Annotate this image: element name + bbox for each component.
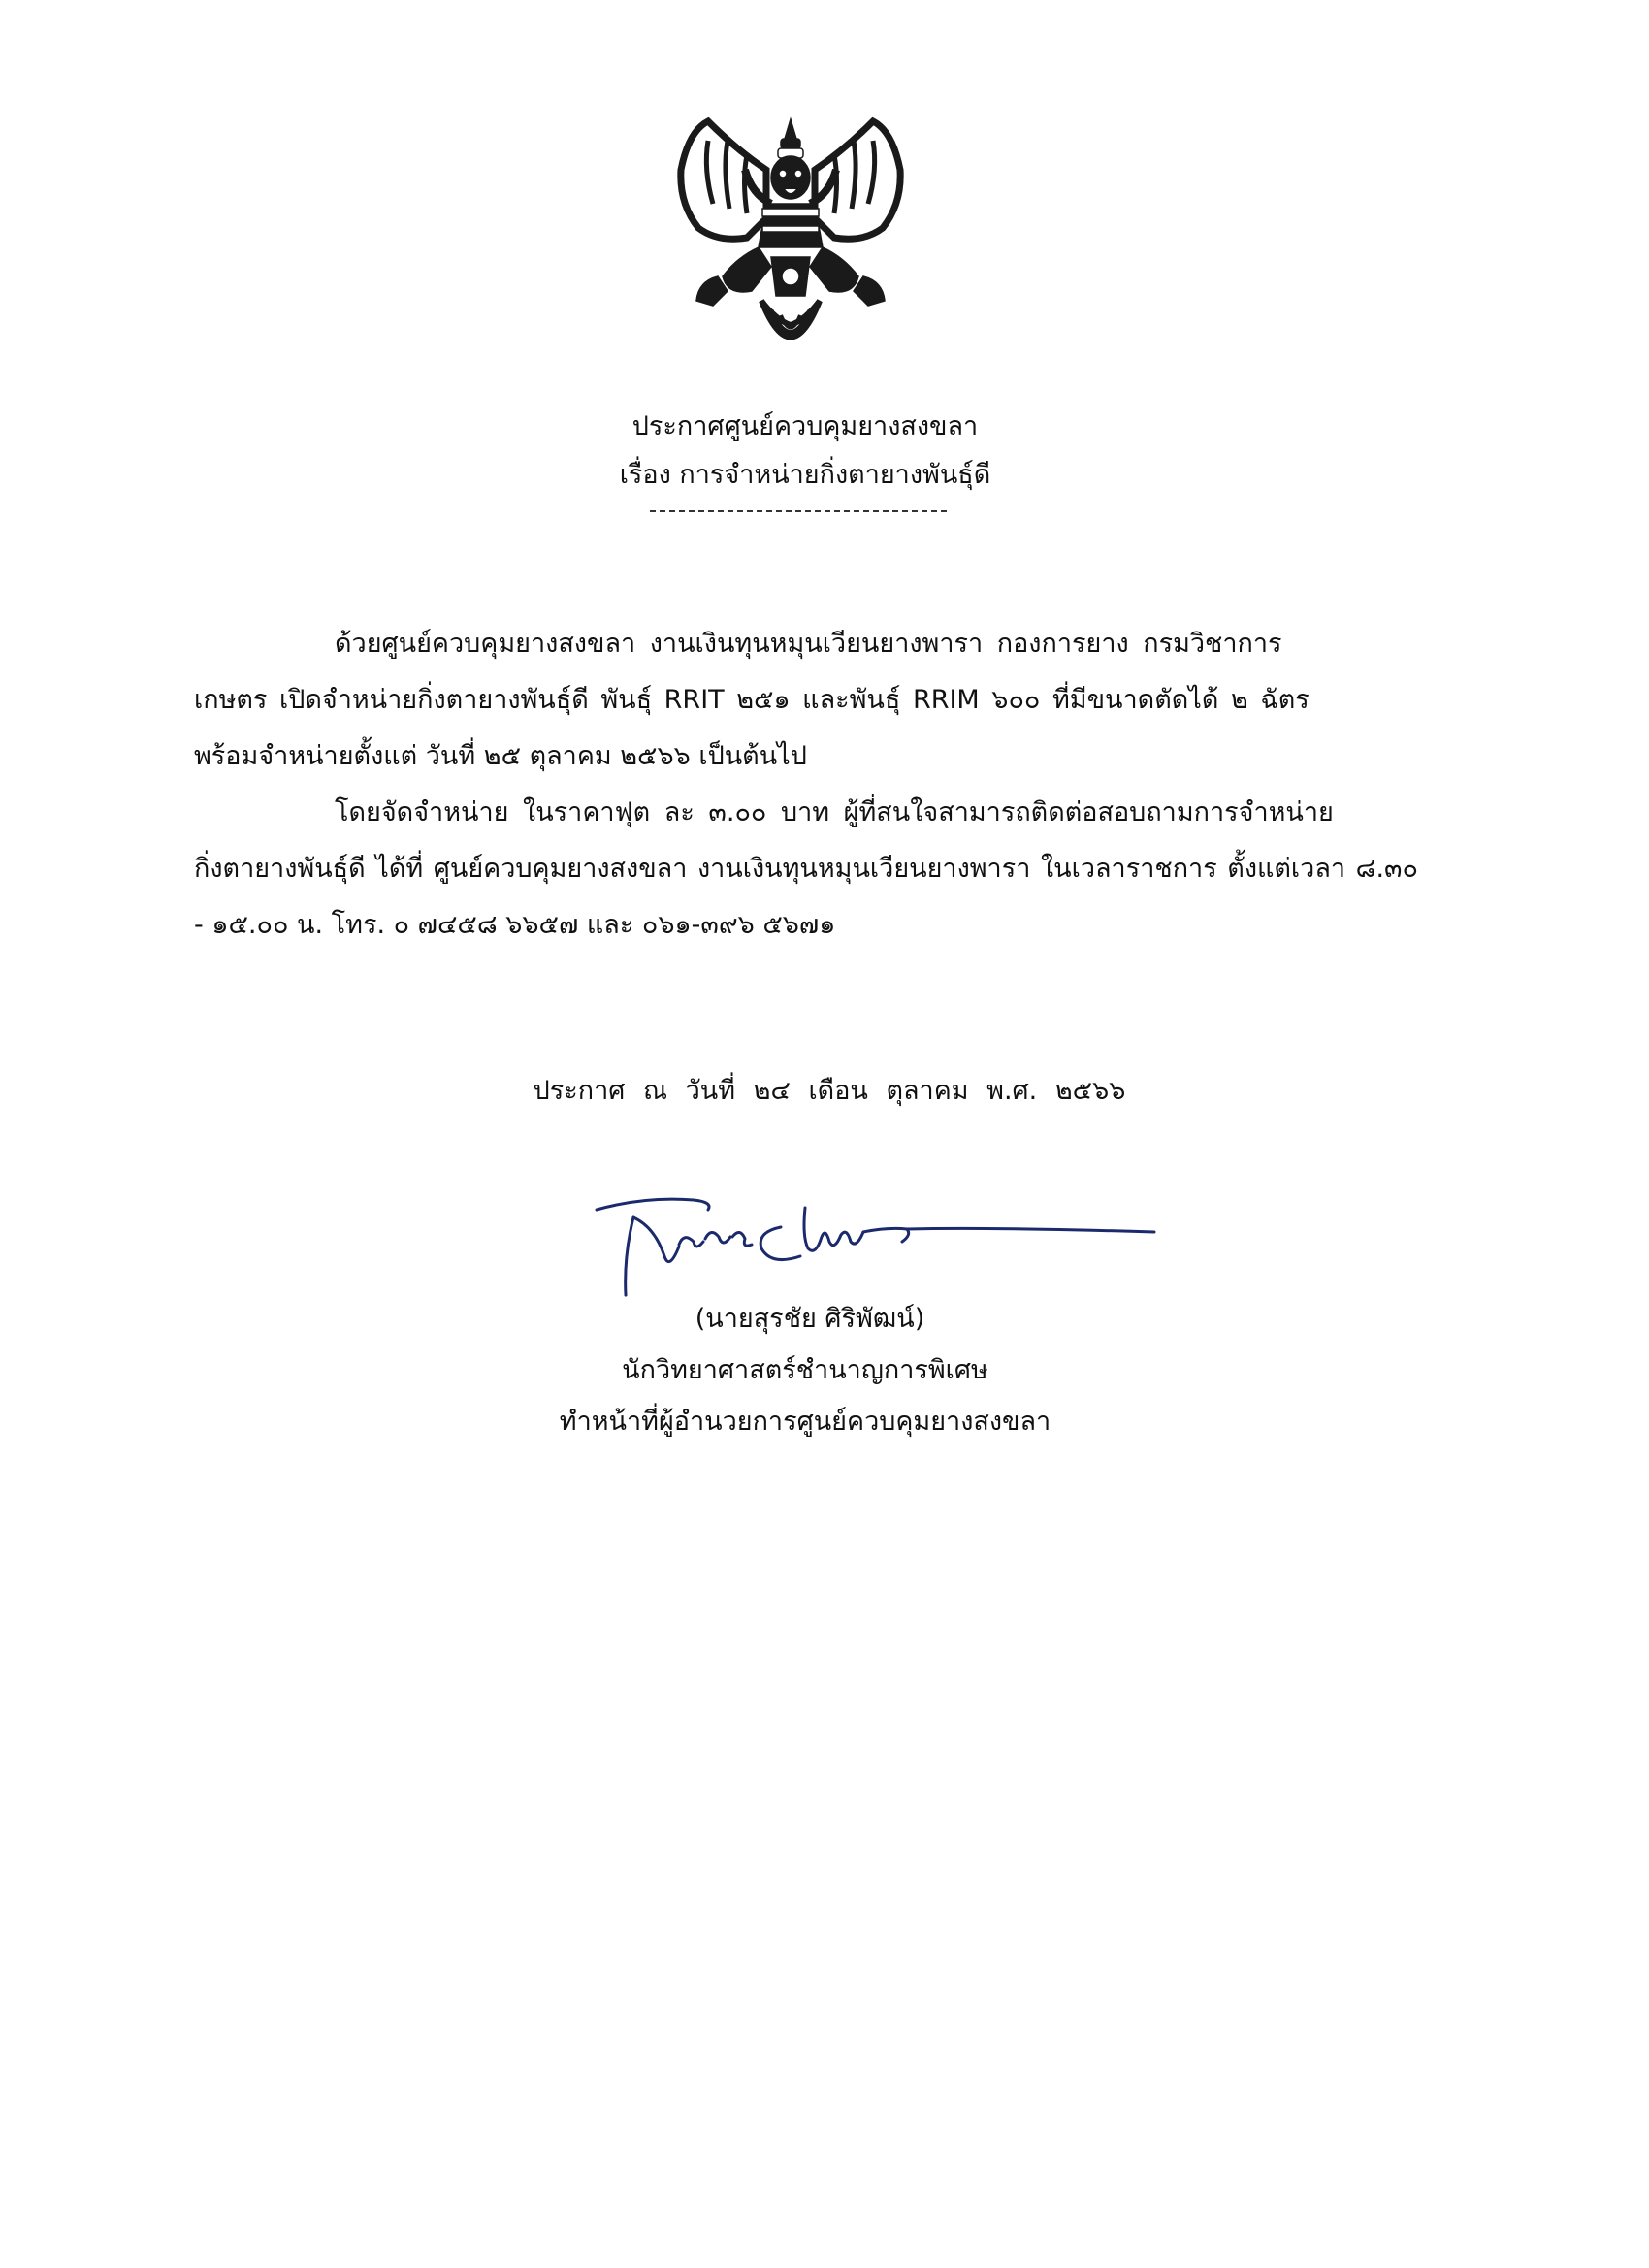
signatory-position: นักวิทยาศาสตร์ชำนาญการพิเศษ bbox=[622, 1355, 988, 1385]
header-divider bbox=[650, 510, 947, 512]
signatory-acting-position: ทำหน้าที่ผู้อำนวยการศูนย์ควบคุมยางสงขลา bbox=[559, 1407, 1051, 1437]
body-paragraph1-line1: ด้วยศูนย์ควบคุมยางสงขลา งานเงินทุนหมุนเวียนยางพารา กองการยาง กรมวิชาการ bbox=[335, 629, 1282, 659]
body-paragraph2-line1: โดยจัดจำหน่าย ในราคาฟุต ละ ๓.๐๐ บาท ผู้ที่สนใจสามารถติดต่อสอบถามการจำหน่าย bbox=[335, 797, 1334, 827]
body-paragraph1-line2: เกษตร เปิดจำหน่ายกิ่งตายางพันธุ์ดี พันธุ์ RRIT ๒๕๑ และพันธุ์ RRIM ๖๐๐ ที่มีขนาดตัดได้ ๒ ฉัตร bbox=[194, 685, 1310, 715]
garuda-emblem-icon bbox=[669, 112, 912, 373]
body-paragraph2-line3: - ๑๕.๐๐ น. โทร. ๐ ๗๔๕๘ ๖๖๕๗ และ ๐๖๑-๓๙๖ ๕๖๗๑ bbox=[194, 910, 836, 940]
body-paragraph1-line3: พร้อมจำหน่ายตั้งแต่ วันที่ ๒๕ ตุลาคม ๒๕๖๖ เป็นต้นไป bbox=[194, 741, 807, 771]
body-paragraph2-line2: กิ่งตายางพันธุ์ดี ได้ที่ ศูนย์ควบคุมยางสงขลา งานเงินทุนหมุนเวียนยางพารา ในเวลาราชการ ตั้งแต่เวลา ๘.๓๐ bbox=[194, 854, 1418, 884]
announcement-title: ประกาศศูนย์ควบคุมยางสงขลา bbox=[631, 411, 979, 441]
announcement-subject: เรื่อง การจำหน่ายกิ่งตายางพันธุ์ดี bbox=[619, 460, 991, 490]
signatory-name: (นายสุรชัย ศิริพัฒน์) bbox=[695, 1304, 925, 1334]
announcement-dateline: ประกาศ ณ วันที่ ๒๔ เดือน ตุลาคม พ.ศ. ๒๕๖๖ bbox=[533, 1076, 1126, 1106]
handwritten-signature bbox=[587, 1188, 1169, 1305]
